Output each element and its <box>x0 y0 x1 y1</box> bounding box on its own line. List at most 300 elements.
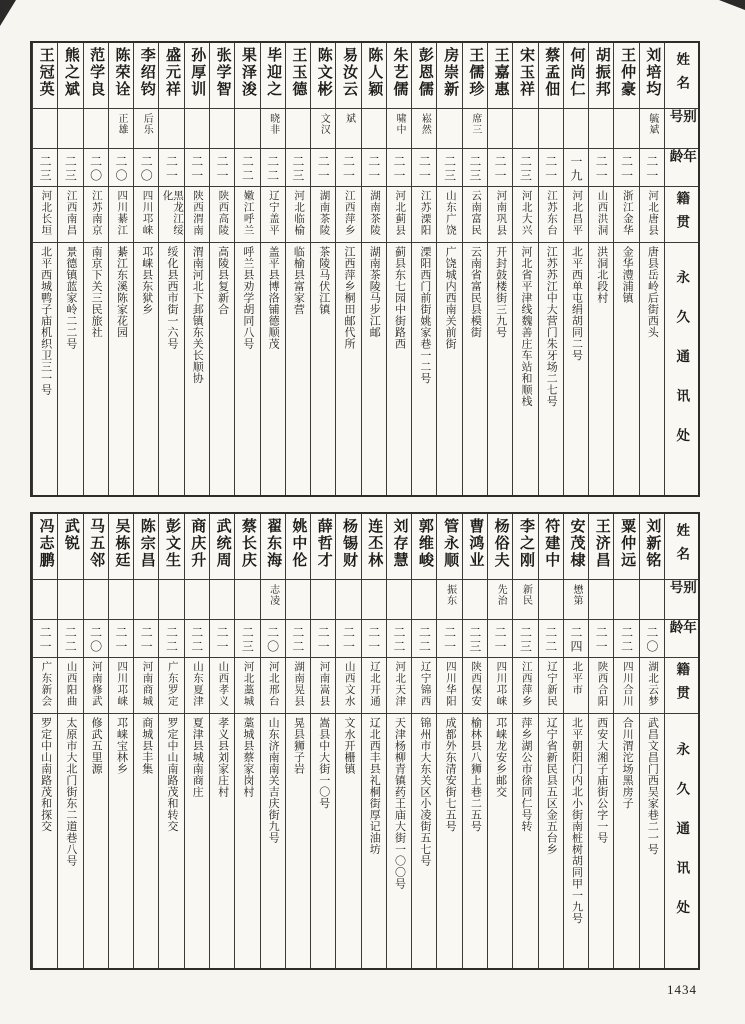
directory-table-top <box>30 41 700 497</box>
person-name: 连丕林 <box>362 514 386 580</box>
person-address: 邛崃县东狱乡 <box>140 246 153 315</box>
person-native-place: 河北昌平 <box>564 187 588 243</box>
person-address: 萍乡湖公市徐同仁号转 <box>519 717 532 832</box>
person-native-place: 四川綦江 <box>109 187 133 243</box>
person-name: 陈人颖 <box>362 43 386 109</box>
person-name: 武统周 <box>210 514 234 580</box>
person-native-place: 广东新会 <box>33 658 57 714</box>
person-alias: 振东 <box>437 580 461 620</box>
person-name: 胡振邦 <box>589 43 613 109</box>
person-age: 二三 <box>33 149 57 187</box>
person-address: 开封鼓楼街三九号 <box>494 246 507 338</box>
person-address: 西安大湘子庙街公字一号 <box>595 717 608 844</box>
person-age: 二一 <box>134 620 158 658</box>
person-address: 河北省平津线魏善庄车站和顺栈 <box>519 246 532 407</box>
person-age: 二一 <box>640 149 664 187</box>
person-name: 彭恩儒 <box>412 43 436 109</box>
person-address: 武昌文昌门西吴家巷二一号 <box>646 717 659 855</box>
person-alias: 毓斌 <box>640 109 664 149</box>
header-native-place: 籍贯 <box>665 187 698 243</box>
person-name: 张学智 <box>210 43 234 109</box>
person-alias <box>185 580 209 620</box>
person-age: 二一 <box>362 149 386 187</box>
person-age: 二三 <box>286 149 310 187</box>
person-age: 二〇 <box>640 620 664 658</box>
person-address: 江西萍乡桐田邮代所 <box>342 246 355 350</box>
header-alias: 别号 <box>665 580 698 620</box>
person-alias <box>437 109 461 149</box>
person-column <box>411 514 436 968</box>
person-age: 二三 <box>437 149 461 187</box>
person-address: 天津杨柳青镇药王庙大街一〇〇号 <box>393 717 406 890</box>
person-name: 孙厚训 <box>185 43 209 109</box>
person-age: 二〇 <box>261 620 285 658</box>
person-age: 二一 <box>311 149 335 187</box>
person-column <box>436 43 461 495</box>
person-native-place: 湖南晃县 <box>286 658 310 714</box>
person-column <box>32 514 57 968</box>
person-column <box>386 43 411 495</box>
scan-corner-mark <box>0 0 16 26</box>
person-age: 二四 <box>564 620 588 658</box>
person-address: 綦江东溪陈家花园 <box>115 246 128 338</box>
person-native-place: 嫩江呼兰 <box>235 187 259 243</box>
person-address: 辽宁省新民县五区金五台乡 <box>545 717 558 855</box>
person-alias <box>210 109 234 149</box>
person-native-place: 山西文水 <box>336 658 360 714</box>
person-alias <box>33 580 57 620</box>
person-age: 二一 <box>412 149 436 187</box>
person-native-place: 黑龙江绥化 <box>159 187 183 243</box>
person-column <box>335 514 360 968</box>
person-native-place: 河南修武 <box>84 658 108 714</box>
person-age: 二二 <box>261 149 285 187</box>
person-native-place: 辽宁盖平 <box>261 187 285 243</box>
person-column <box>133 43 158 495</box>
person-address: 邛崃龙安乡邮交 <box>494 717 507 798</box>
person-name: 安茂棣 <box>564 514 588 580</box>
person-name: 盛元祥 <box>159 43 183 109</box>
person-age: 二一 <box>210 149 234 187</box>
person-native-place: 云南富民 <box>463 187 487 243</box>
person-alias <box>311 580 335 620</box>
person-name: 王玉德 <box>286 43 310 109</box>
person-native-place: 四川邛崃 <box>134 187 158 243</box>
person-native-place: 江西萍乡 <box>513 658 537 714</box>
person-alias <box>614 109 638 149</box>
person-native-place: 江西萍乡 <box>336 187 360 243</box>
person-name: 翟东海 <box>261 514 285 580</box>
person-age: 二一 <box>336 149 360 187</box>
person-address: 蓟县东七园中街路西 <box>393 246 406 350</box>
header-native-place: 籍贯 <box>665 658 698 714</box>
person-column <box>285 43 310 495</box>
person-alias: 崧然 <box>412 109 436 149</box>
person-address: 商城县丰集 <box>140 717 153 775</box>
person-age: 二三 <box>513 620 537 658</box>
person-alias <box>387 580 411 620</box>
person-alias <box>488 109 512 149</box>
person-address: 文水开栅镇 <box>342 717 355 775</box>
person-column <box>158 514 183 968</box>
person-address: 邛崃宝林乡 <box>115 717 128 775</box>
person-address: 广饶城内西南关前街 <box>444 246 457 350</box>
person-name: 易汝云 <box>336 43 360 109</box>
person-column <box>209 43 234 495</box>
person-address: 景德镇蓝家岭二二号 <box>64 246 77 350</box>
person-address: 溧阳西门前街姚家巷一二号 <box>418 246 431 384</box>
directory-table-bottom <box>30 512 700 970</box>
person-column <box>285 514 310 968</box>
person-name: 薛哲才 <box>311 514 335 580</box>
person-alias: 新民 <box>513 580 537 620</box>
person-alias: 斌 <box>336 109 360 149</box>
person-address: 洪洞北段村 <box>595 246 608 304</box>
person-name: 蔡长庆 <box>235 514 259 580</box>
person-native-place: 辽宁新民 <box>539 658 563 714</box>
table-header-column <box>664 43 698 495</box>
person-age: 二一 <box>109 620 133 658</box>
person-alias <box>463 580 487 620</box>
person-native-place: 四川合川 <box>614 658 638 714</box>
header-alias: 别号 <box>665 109 698 149</box>
person-name: 陈宗昌 <box>134 514 158 580</box>
person-native-place: 湖北云梦 <box>640 658 664 714</box>
person-address: 修武五里源 <box>90 717 103 775</box>
person-address: 金华澧浦镇 <box>621 246 634 304</box>
person-alias <box>185 109 209 149</box>
person-alias <box>589 580 613 620</box>
person-alias <box>134 580 158 620</box>
person-name: 粟仲远 <box>614 514 638 580</box>
person-native-place: 河北长垣 <box>33 187 57 243</box>
person-address: 合川渭沱场黑房子 <box>621 717 634 809</box>
person-alias <box>614 580 638 620</box>
person-alias <box>286 580 310 620</box>
person-column <box>588 43 613 495</box>
person-address: 榆林县八狮上巷二五号 <box>469 717 482 832</box>
person-column <box>184 514 209 968</box>
person-native-place: 湖南茶陵 <box>311 187 335 243</box>
person-alias <box>539 109 563 149</box>
person-column <box>83 514 108 968</box>
person-alias <box>210 580 234 620</box>
person-native-place: 河南巩县 <box>488 187 512 243</box>
person-address: 渭南河北下邽镇东关长顺协 <box>191 246 204 384</box>
person-name: 房崇新 <box>437 43 461 109</box>
person-age: 二三 <box>463 149 487 187</box>
person-column <box>57 43 82 495</box>
person-column <box>32 43 57 495</box>
person-native-place: 山西阳曲 <box>58 658 82 714</box>
person-column <box>639 514 664 968</box>
person-native-place: 河南商城 <box>134 658 158 714</box>
person-alias <box>33 109 57 149</box>
person-column <box>613 43 638 495</box>
person-age: 二一 <box>362 620 386 658</box>
person-age: 二二 <box>185 620 209 658</box>
person-name: 马五邻 <box>84 514 108 580</box>
person-native-place: 河南嵩县 <box>311 658 335 714</box>
person-alias: 志凌 <box>261 580 285 620</box>
person-age: 二二 <box>539 620 563 658</box>
header-age: 年龄 <box>665 620 698 658</box>
person-column <box>234 514 259 968</box>
person-alias <box>362 580 386 620</box>
person-native-place: 辽北开通 <box>362 658 386 714</box>
person-age: 二二 <box>614 620 638 658</box>
person-address: 南京下关三民旅社 <box>90 246 103 338</box>
person-column <box>538 43 563 495</box>
person-address: 高陵县复新合 <box>216 246 229 315</box>
person-name: 杨锡财 <box>336 514 360 580</box>
person-alias <box>235 580 259 620</box>
person-age: 二一 <box>159 149 183 187</box>
person-alias <box>336 580 360 620</box>
person-name: 武锐 <box>58 514 82 580</box>
person-native-place: 河北唐县 <box>640 187 664 243</box>
person-address: 成都外东清安街七五号 <box>444 717 457 832</box>
person-age: 二二 <box>387 620 411 658</box>
person-name: 王儒珍 <box>463 43 487 109</box>
person-column <box>487 514 512 968</box>
person-native-place: 河北邢台 <box>261 658 285 714</box>
person-name: 宋玉祥 <box>513 43 537 109</box>
person-native-place: 陕西渭南 <box>185 187 209 243</box>
person-name: 曹鸿业 <box>463 514 487 580</box>
person-native-place: 辽宁锦西 <box>412 658 436 714</box>
person-alias <box>286 109 310 149</box>
person-age: 二二 <box>235 149 259 187</box>
person-name: 刘培均 <box>640 43 664 109</box>
person-column <box>83 43 108 495</box>
person-age: 二一 <box>387 149 411 187</box>
person-age: 二三 <box>513 149 537 187</box>
person-alias: 先治 <box>488 580 512 620</box>
person-name: 王济昌 <box>589 514 613 580</box>
person-native-place: 四川华阳 <box>437 658 461 714</box>
person-address: 茶陵马伏江镇 <box>317 246 330 315</box>
person-column <box>234 43 259 495</box>
person-name: 姚中伦 <box>286 514 310 580</box>
person-column <box>588 514 613 968</box>
person-address: 云南省富民县模街 <box>469 246 482 338</box>
person-native-place: 北平市 <box>564 658 588 714</box>
person-column <box>512 514 537 968</box>
person-age: 二一 <box>185 149 209 187</box>
scan-corner-mark <box>719 0 745 10</box>
person-alias <box>564 109 588 149</box>
person-column <box>386 514 411 968</box>
person-native-place: 山东广饶 <box>437 187 461 243</box>
person-column <box>158 43 183 495</box>
person-name: 商庆升 <box>185 514 209 580</box>
person-column <box>310 43 335 495</box>
person-alias <box>58 109 82 149</box>
person-name: 王嘉惠 <box>488 43 512 109</box>
person-age: 二一 <box>33 620 57 658</box>
person-alias: 啸中 <box>387 109 411 149</box>
person-alias <box>589 109 613 149</box>
person-column <box>538 514 563 968</box>
person-name: 蔡孟佃 <box>539 43 563 109</box>
person-age: 二一 <box>589 149 613 187</box>
person-column <box>462 43 487 495</box>
person-age: 二三 <box>58 149 82 187</box>
person-alias: 晓非 <box>261 109 285 149</box>
person-address: 锦州市大东关区小凌街五七号 <box>418 717 431 867</box>
person-address: 唐县岳岭后街西头 <box>646 246 659 338</box>
person-native-place: 河北天津 <box>387 658 411 714</box>
person-name: 李绍钧 <box>134 43 158 109</box>
person-native-place: 江苏东台 <box>539 187 563 243</box>
person-name: 郭维峻 <box>412 514 436 580</box>
person-name: 管永顺 <box>437 514 461 580</box>
person-alias <box>159 580 183 620</box>
person-alias: 文汉 <box>311 109 335 149</box>
person-native-place: 四川邛崃 <box>109 658 133 714</box>
person-native-place: 山西孝义 <box>210 658 234 714</box>
person-alias: 正雄 <box>109 109 133 149</box>
person-address: 湖南茶陵马步江邮 <box>368 246 381 338</box>
person-address: 罗定中山南路茂和探交 <box>39 717 52 832</box>
person-address: 夏津县城南商庄 <box>191 717 204 798</box>
person-name: 刘新铭 <box>640 514 664 580</box>
person-alias <box>159 109 183 149</box>
person-age: 二一 <box>614 149 638 187</box>
person-column <box>108 43 133 495</box>
person-age: 二一 <box>488 149 512 187</box>
person-alias <box>84 580 108 620</box>
person-native-place: 河北藁城 <box>235 658 259 714</box>
person-address: 太原市大北门街东二道巷八号 <box>64 717 77 867</box>
person-column <box>613 514 638 968</box>
person-alias <box>539 580 563 620</box>
person-alias <box>362 109 386 149</box>
person-name: 王仲豪 <box>614 43 638 109</box>
person-column <box>563 43 588 495</box>
person-age: 二〇 <box>109 149 133 187</box>
person-address: 藁城县蔡家岗村 <box>241 717 254 798</box>
page-number: 1434 <box>667 982 697 997</box>
person-native-place: 陕西保安 <box>463 658 487 714</box>
person-column <box>411 43 436 495</box>
person-column <box>335 43 360 495</box>
person-name: 杨俗夫 <box>488 514 512 580</box>
person-name: 熊之斌 <box>58 43 82 109</box>
person-age: 二二 <box>412 620 436 658</box>
person-name: 陈文彬 <box>311 43 335 109</box>
person-alias <box>58 580 82 620</box>
person-column <box>184 43 209 495</box>
person-native-place: 陕西合阳 <box>589 658 613 714</box>
person-address: 嵩县中大街一〇号 <box>317 717 330 809</box>
person-age: 二〇 <box>84 149 108 187</box>
person-native-place: 陕西高陵 <box>210 187 234 243</box>
header-age: 年龄 <box>665 149 698 187</box>
person-age: 二二 <box>58 620 82 658</box>
person-age: 二一 <box>589 620 613 658</box>
person-address: 江苏苏江中大营门朱牙场二七号 <box>545 246 558 407</box>
person-native-place: 山东夏津 <box>185 658 209 714</box>
person-alias <box>640 580 664 620</box>
header-name: 姓名 <box>665 514 698 580</box>
person-column <box>260 43 285 495</box>
person-name: 果泽浚 <box>235 43 259 109</box>
person-age: 二一 <box>539 149 563 187</box>
header-permanent-address: 永久通讯处 <box>674 742 690 940</box>
person-age: 二二 <box>159 620 183 658</box>
person-address: 北平朝阳门内北小街南桩树胡同甲一九号 <box>570 717 583 924</box>
person-name: 陈荣诠 <box>109 43 133 109</box>
person-name: 冯志鹏 <box>33 514 57 580</box>
person-column <box>436 514 461 968</box>
person-age: 二〇 <box>134 149 158 187</box>
person-column <box>133 514 158 968</box>
person-alias: 后乐 <box>134 109 158 149</box>
person-column <box>563 514 588 968</box>
person-address: 晃县狮子岩 <box>292 717 305 775</box>
person-column <box>487 43 512 495</box>
person-age: 二一 <box>437 620 461 658</box>
person-age: 二一 <box>336 620 360 658</box>
person-age: 一九 <box>564 149 588 187</box>
person-alias <box>235 109 259 149</box>
table-header-column <box>664 514 698 968</box>
person-address: 绥化县西市街一六号 <box>166 246 179 350</box>
person-native-place: 河北大兴 <box>513 187 537 243</box>
person-alias <box>109 580 133 620</box>
person-name: 吴栋廷 <box>109 514 133 580</box>
person-native-place: 浙江金华 <box>614 187 638 243</box>
person-native-place: 广东罗定 <box>159 658 183 714</box>
person-address: 呼兰县劝学胡同八号 <box>241 246 254 350</box>
person-age: 二一 <box>311 620 335 658</box>
person-column <box>209 514 234 968</box>
person-alias <box>84 109 108 149</box>
person-address: 盖平县博洛铺德顺茂 <box>267 246 280 350</box>
person-address: 罗定中山南路茂和转交 <box>166 717 179 832</box>
person-native-place: 江苏溧阳 <box>412 187 436 243</box>
person-native-place: 江苏南京 <box>84 187 108 243</box>
person-address: 北平西城鸭子庙机织卫三一号 <box>39 246 52 396</box>
person-native-place: 江西南昌 <box>58 187 82 243</box>
person-address: 临榆县富家营 <box>292 246 305 315</box>
person-name: 毕迎之 <box>261 43 285 109</box>
header-name: 姓名 <box>665 43 698 109</box>
person-alias <box>513 109 537 149</box>
person-address: 辽北西丰县礼桐街厚记油坊 <box>368 717 381 855</box>
person-column <box>462 514 487 968</box>
person-native-place: 河北蓟县 <box>387 187 411 243</box>
person-name: 符建中 <box>539 514 563 580</box>
person-column <box>361 514 386 968</box>
person-alias: 席三 <box>463 109 487 149</box>
person-address: 孝义县刘家庄村 <box>216 717 229 798</box>
person-name: 彭文生 <box>159 514 183 580</box>
person-age: 二一 <box>210 620 234 658</box>
person-column <box>361 43 386 495</box>
person-native-place: 四川邛崃 <box>488 658 512 714</box>
person-name: 王冠英 <box>33 43 57 109</box>
person-name: 朱艺儒 <box>387 43 411 109</box>
person-column <box>57 514 82 968</box>
person-native-place: 河北临榆 <box>286 187 310 243</box>
person-name: 李之刚 <box>513 514 537 580</box>
person-name: 范学良 <box>84 43 108 109</box>
person-native-place: 山西洪洞 <box>589 187 613 243</box>
person-alias <box>412 580 436 620</box>
